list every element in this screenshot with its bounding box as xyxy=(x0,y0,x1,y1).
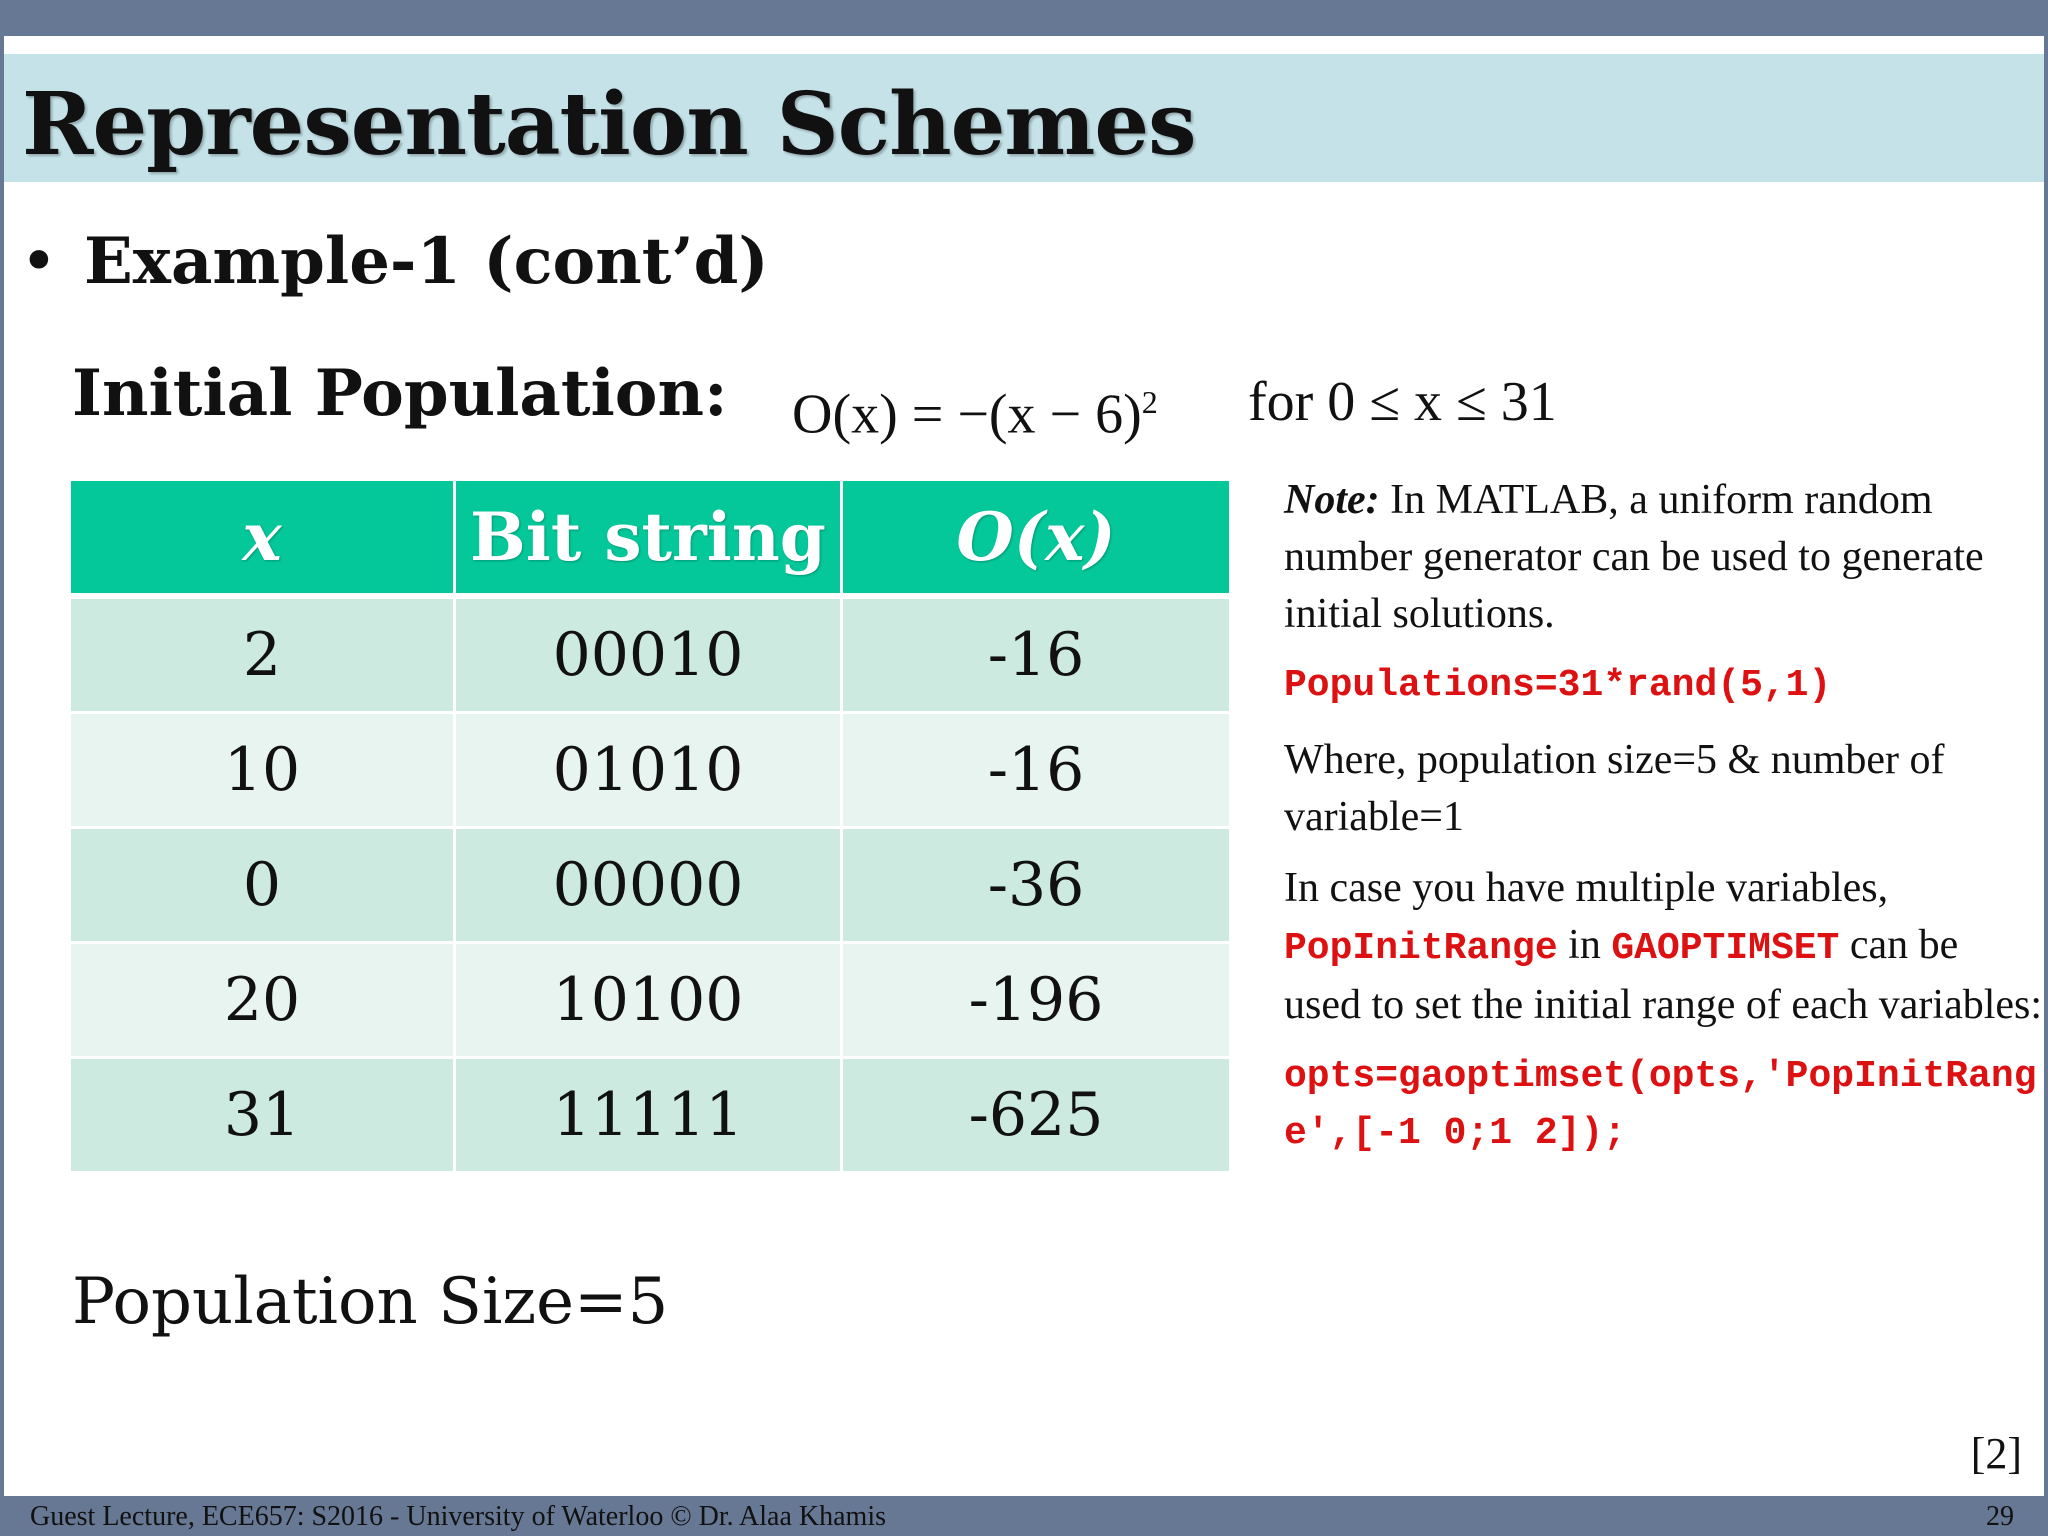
subheading: Initial Population: xyxy=(72,356,728,431)
cell-bit-string: 11111 xyxy=(455,1058,842,1173)
top-divider xyxy=(0,36,2048,40)
note-paragraph xyxy=(1284,472,2044,643)
notes-panel xyxy=(1284,472,2044,1180)
multi-var-paragraph xyxy=(1284,860,2044,1034)
table-header-row xyxy=(70,480,1231,597)
formula-exponent: 2 xyxy=(1141,384,1158,420)
table-row xyxy=(70,596,1231,713)
population-table xyxy=(68,478,1232,1174)
cell-x: 2 xyxy=(70,596,455,713)
cell-objective: -16 xyxy=(842,713,1231,828)
objective-formula xyxy=(792,362,1158,455)
table-row xyxy=(70,943,1231,1058)
cell-x: 0 xyxy=(70,828,455,943)
cell-x: 20 xyxy=(70,943,455,1058)
slide-title: Representation Schemes xyxy=(22,74,1196,175)
multi-text-2: in xyxy=(1557,922,1612,968)
reference-marker: [2] xyxy=(1970,1429,2022,1478)
table-row xyxy=(70,1058,1231,1173)
cell-objective: -36 xyxy=(842,828,1231,943)
cell-bit-string: 10100 xyxy=(455,943,842,1058)
cell-bit-string: 00000 xyxy=(455,828,842,943)
cell-objective: -196 xyxy=(842,943,1231,1058)
cell-x: 10 xyxy=(70,713,455,828)
cell-bit-string: 00010 xyxy=(455,596,842,713)
cell-bit-string: 01010 xyxy=(455,713,842,828)
header-objective: O(x) xyxy=(842,480,1231,597)
left-edge xyxy=(0,0,4,1536)
code-popinitrange: PopInitRange xyxy=(1284,927,1558,970)
bullet-item xyxy=(20,222,769,302)
population-size-label: Population Size=5 xyxy=(72,1265,669,1339)
page-number: 29 xyxy=(1986,1501,2014,1532)
cell-x: 31 xyxy=(70,1058,455,1173)
cell-objective: -625 xyxy=(842,1058,1231,1173)
bullet-dot: • xyxy=(20,225,58,299)
formula-range: for 0 ≤ x ≤ 31 xyxy=(1248,371,1557,433)
multi-text-3: can be used to set the initial range of each variables: xyxy=(1284,922,2043,1028)
right-edge xyxy=(2044,0,2048,1536)
cell-objective: -16 xyxy=(842,596,1231,713)
code-gaoptimset: GAOPTIMSET xyxy=(1611,927,1840,970)
multi-text-1: In case you have multiple variables, xyxy=(1284,865,1889,911)
note-label: Note: xyxy=(1284,477,1380,523)
header-bit-string: Bit string xyxy=(455,480,842,597)
table-row xyxy=(70,713,1231,828)
top-bar xyxy=(0,0,2048,36)
formula-text: O(x) = −(x − 6) xyxy=(792,383,1142,446)
note-text: In MATLAB, a uniform random number generator can be used to generate initial solutions. xyxy=(1284,477,1984,637)
where-paragraph: Where, population size=5 & number of variable=1 xyxy=(1284,737,1945,840)
code-opts: opts=gaoptimset(opts,'PopInitRange',[-1 0;1 2]); xyxy=(1284,1055,2037,1155)
footer-text: Guest Lecture, ECE657: S2016 - University of Waterloo © Dr. Alaa Khamis xyxy=(30,1501,887,1532)
code-populations: Populations=31*rand(5,1) xyxy=(1284,664,1832,707)
header-x: x xyxy=(70,480,455,597)
bullet-text: Example-1 (cont’d) xyxy=(84,224,769,299)
table-row xyxy=(70,828,1231,943)
